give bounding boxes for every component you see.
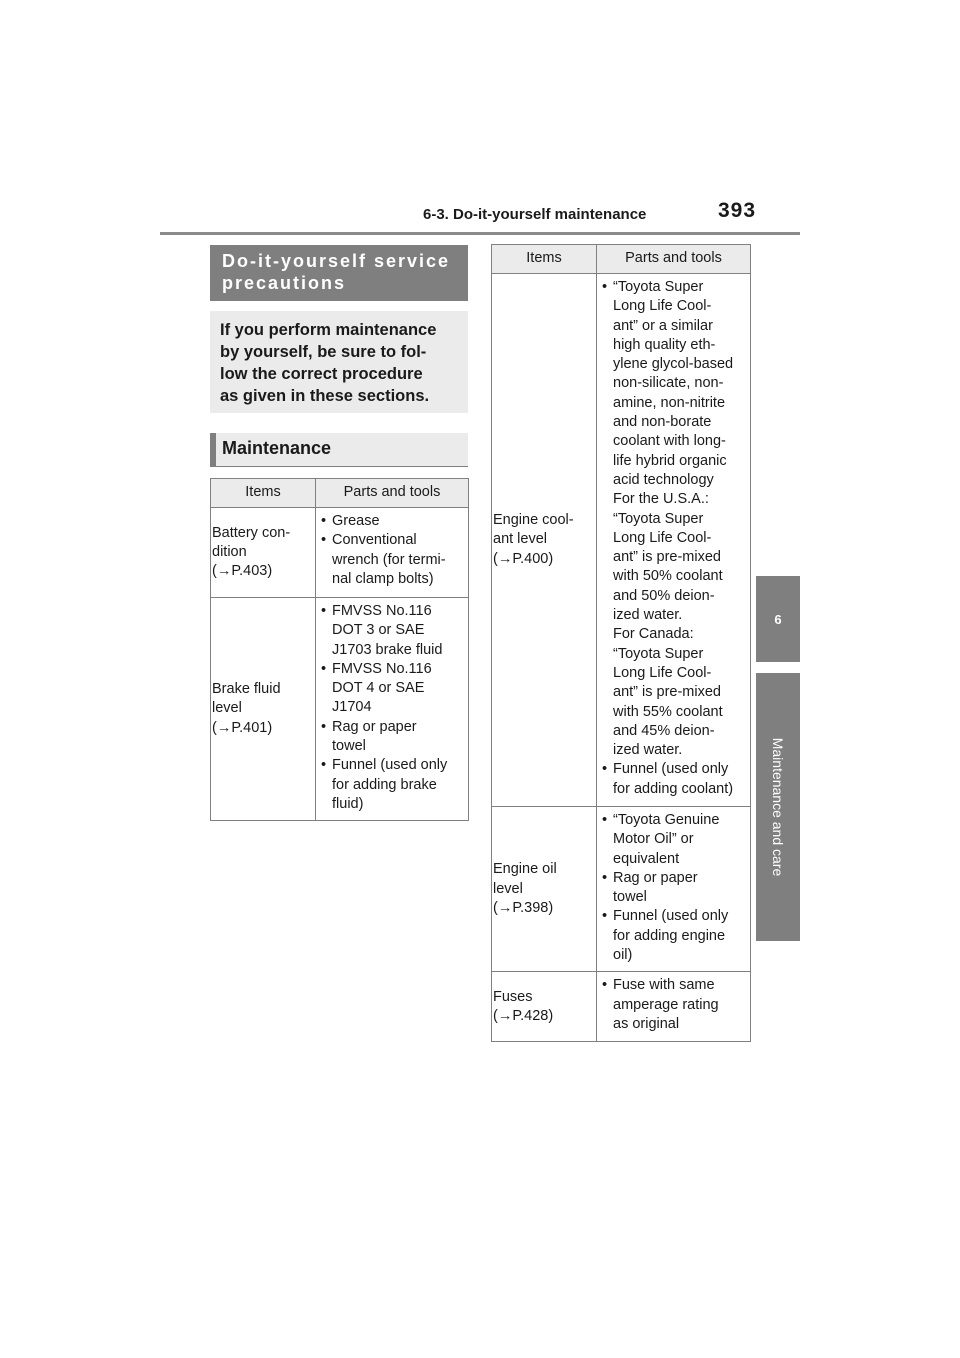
- tool-item: • Funnel (used only for adding engine oil): [597, 907, 748, 965]
- maintenance-heading-label: Maintenance: [222, 438, 332, 458]
- table-row: [211, 598, 469, 821]
- item-label: Engine oil level (→P.398): [493, 861, 557, 916]
- tools-list: [316, 602, 466, 814]
- item-cell: [492, 274, 597, 807]
- tool-item: • Grease: [316, 512, 466, 531]
- item-label: Engine cool- ant level (→P.400): [493, 512, 574, 567]
- item-cell: [211, 508, 316, 598]
- item-label: Fuses (→P.428): [493, 988, 554, 1024]
- chapter-tab-label: Maintenance and care: [770, 737, 786, 877]
- column-header-parts: Parts and tools: [597, 245, 751, 274]
- tool-item: • Fuse with same amperage rating as original: [597, 976, 748, 1034]
- section-title: 6-3. Do-it-yourself maintenance: [423, 206, 647, 223]
- item-label: Brake fluid level (→P.401): [212, 681, 281, 736]
- page-number: 393: [718, 199, 757, 222]
- section-heading: [210, 245, 468, 301]
- chapter-tab-number: 6: [756, 576, 800, 662]
- tools-list: [597, 976, 748, 1034]
- table-header-row: [211, 479, 469, 508]
- maintenance-table-left: [210, 478, 469, 821]
- chapter-tab: [756, 673, 800, 941]
- maintenance-table-right: [491, 244, 751, 1042]
- heading-bar: [210, 433, 216, 466]
- tool-item: • Funnel (used only for adding coolant): [597, 760, 748, 799]
- tool-item: • Rag or paper towel: [597, 869, 748, 908]
- tools-list: [316, 512, 466, 589]
- column-header-items: Items: [211, 479, 316, 508]
- intro-line1: If you perform maintenance: [220, 321, 437, 339]
- tools-cell: [316, 598, 469, 821]
- item-cell: [492, 972, 597, 1042]
- tools-cell: [597, 274, 751, 807]
- tool-item: • FMVSS No.116 DOT 3 or SAE J1703 brake fluid: [316, 602, 466, 660]
- tools-cell: [597, 807, 751, 972]
- tool-item: • FMVSS No.116 DOT 4 or SAE J1704: [316, 660, 466, 718]
- item-cell: [492, 807, 597, 972]
- intro-line2: by yourself, be sure to fol-: [220, 343, 427, 361]
- table-row: [492, 972, 751, 1042]
- table-row: [492, 274, 751, 807]
- table-row: [492, 807, 751, 972]
- column-header-items: Items: [492, 245, 597, 274]
- section-heading-line1: Do-it-yourself service: [222, 251, 451, 271]
- column-header-parts: Parts and tools: [316, 479, 469, 508]
- item-label: Battery con- dition (→P.403): [212, 524, 291, 580]
- tools-list: [597, 278, 748, 799]
- tool-item: • “Toyota Genuine Motor Oil” or equivalent: [597, 811, 748, 869]
- tools-cell: [316, 508, 469, 598]
- intro-line3: low the correct procedure: [220, 365, 423, 383]
- section-heading-line2: precautions: [222, 273, 347, 293]
- tool-item: • Rag or paper towel: [316, 718, 466, 757]
- tools-cell: [597, 972, 751, 1042]
- tool-item: • Funnel (used only for adding brake fluid): [316, 756, 466, 814]
- table-row: [211, 508, 469, 598]
- intro-text: [210, 311, 468, 413]
- table-header-row: [492, 245, 751, 274]
- item-cell: [211, 598, 316, 821]
- intro-line4: as given in these sections.: [220, 387, 430, 405]
- header-rule: [160, 232, 800, 235]
- tool-item: • “Toyota Super Long Life Cool- ant” or a similar high quality eth- ylene glycol-based non-silicate, non- amine, non-nitrite and non-borate coolant with long- life hybrid organic acid technology For the U.S.A.: “Toyota Super Long Life Cool- ant” is pre-mixed with 50% coolant and 50% deion- ized water. For Canada: “Toyota Super Long Life Cool- ant” is pre-mixed with 55% coolant and 45% deion- ized water.: [597, 278, 748, 760]
- maintenance-heading: [210, 433, 468, 467]
- tools-list: [597, 811, 748, 965]
- tool-item: • Conventional wrench (for termi- nal clamp bolts): [316, 531, 466, 589]
